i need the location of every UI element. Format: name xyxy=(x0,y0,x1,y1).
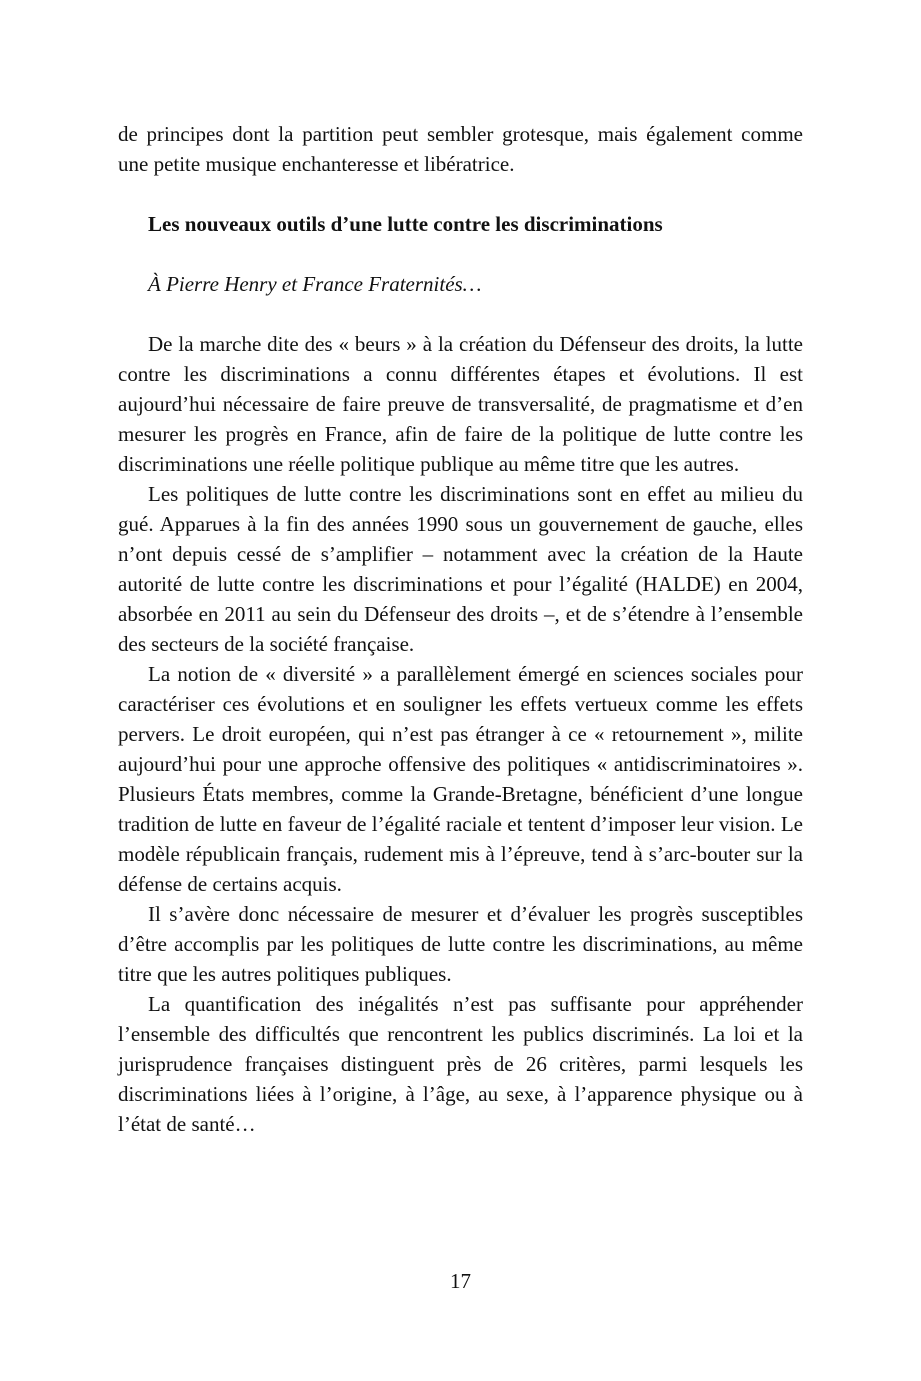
paragraph: De la marche dite des « beurs » à la création du Défenseur des droits, la lutte contre les discriminations a connu différentes étapes et évolutions. Il est aujourd’hui nécessaire de faire preuve de transversalité, de pragmatisme et d’en mesurer les progrès en France, afin de faire de la politique de lutte contre les discriminations une réelle politique publique au même titre que les autres. xyxy=(118,332,803,476)
dedication: À Pierre Henry et France Fraternités… xyxy=(148,272,482,296)
paragraph: La notion de « diversité » a parallèlement émergé en sciences sociales pour caractériser ces évolutions et en souligner les effets vertueux comme les effets pervers. Le droit européen, qui n’est pas étranger à ce « retournement », milite aujourd’hui pour une approche offensive des politiques « antidiscriminatoires ». Plusieurs États membres, comme la Grande-Bretagne, bénéficient d’une longue tradition de lutte en faveur de l’égalité raciale et tentent d’imposer leur vision. Le modèle républicain français, rudement mis à l’épreuve, tend à s’arc-bouter sur la défense de certains acquis. xyxy=(118,662,803,896)
opening-paragraph: de principes dont la partition peut sembler grotesque, mais également comme une petite musique enchanteresse et libératrice. xyxy=(118,122,803,176)
paragraph: Il s’avère donc nécessaire de mesurer et d’évaluer les progrès susceptibles d’être accomplis par les politiques de lutte contre les discriminations, au même titre que les autres politiques publiques. xyxy=(118,902,803,986)
page-number: 17 xyxy=(450,1269,471,1293)
paragraph: La quantification des inégalités n’est pas suffisante pour appréhender l’ensemble des difficultés que rencontrent les publics discriminés. La loi et la jurisprudence françaises distinguent près de 26 critères, parmi lesquels les discriminations liées à l’origine, à l’âge, au sexe, à l’apparence physique ou à l’état de santé… xyxy=(118,992,803,1136)
paragraph: Les politiques de lutte contre les discriminations sont en effet au milieu du gué. Apparues à la fin des années 1990 sous un gouvernement de gauche, elles n’ont depuis cessé de s’amplifier – notamment avec la création de la Haute autorité de lutte contre les discriminations et pour l’égalité (HALDE) en 2004, absorbée en 2011 au sein du Défenseur des droits –, et de s’étendre à l’ensemble des secteurs de la société française. xyxy=(118,482,803,656)
page-body xyxy=(118,119,803,1139)
spacer xyxy=(118,299,803,329)
section-heading: Les nouveaux outils d’une lutte contre les discriminations xyxy=(148,212,663,236)
